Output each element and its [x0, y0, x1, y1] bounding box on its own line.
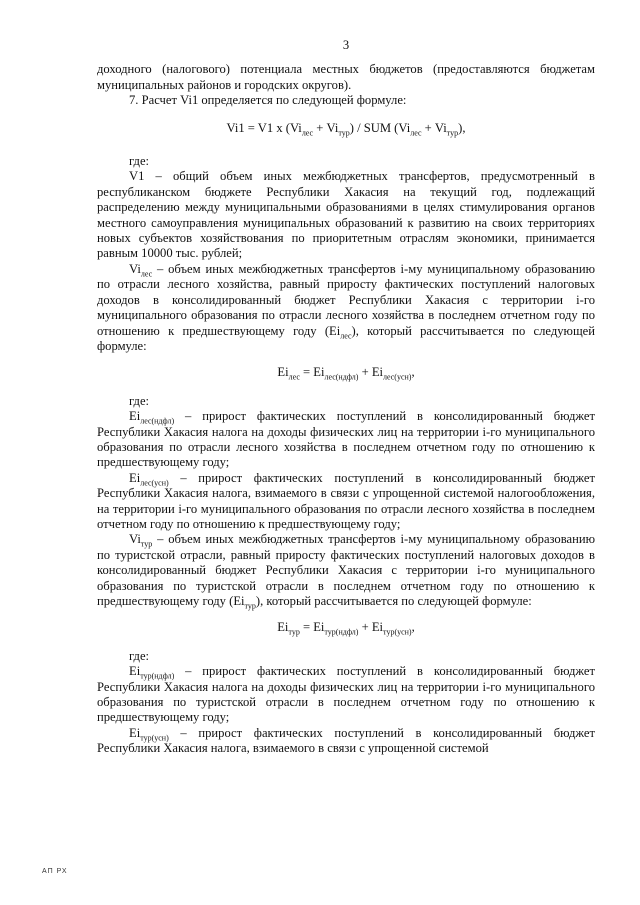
- page-content: [97, 38, 595, 757]
- formula-ei-tur: $Ei_{тур} = Ei_{тур(ндфл)} + Ei_{тур(усн)}$,: [277, 620, 415, 637]
- definition-ei-les-usn: $Ei_{лес(усн)}$ – прирост фактических поступлений в консолидированный бюджет Республики Хакасия налога, взимаемого в связи с упрощенной системой налогообложения, на территории i-го муниципального образования по отрасли лесного хозяйства в последнем отчетном году по отношению к предшествующему году;: [97, 470, 595, 531]
- definition-ei-tur-usn: $Ei_{тур(усн)}$ – прирост фактических поступлений в консолидированный бюджет Республики Хакасия налога, взимаемого в связи с упрощенной системой: [97, 725, 595, 756]
- footer-stamp: АП РХ: [42, 868, 68, 875]
- definition-ei-tur-ndfl: $Ei_{тур(ндфл)}$ – прирост фактических поступлений в консолидированный бюджет Республики Хакасия налога на доходы физических лиц на территории i-го муниципального образования по туристской отрасли в последнем отчетном году по отношению к предшествующему году;: [97, 664, 595, 725]
- page-number: 3: [342, 38, 350, 52]
- where-label: где:: [129, 393, 150, 408]
- item-7-heading: 7. Расчет Vi1 определяется по следующей формуле:: [129, 93, 407, 108]
- formula-vi1: Vi1 = V1 x $(Vi_{лес} + Vi_{тур})$ / SUM $(Vi_{лес} + Vi_{тур})$,: [226, 120, 466, 138]
- formula-ei-les: $Ei_{лес} = Ei_{лес(ндфл)} + Ei_{лес(усн)}$,: [277, 365, 415, 382]
- definition-vi-les: $Vi_{лес}$ – объем иных межбюджетных трансфертов i-му муниципальному образованию по отрасли лесного хозяйства, равный приросту фактических поступлений налоговых доходов в консолидированный бюджет Республики Хакасия с территории i-го муниципального образования по отрасли лесного хозяйства в последнем отчетном году по отношению к предшествующему году $(Ei_{лес})$, который рассчитывается по следующей формуле:: [97, 261, 595, 353]
- definition-ei-les-ndfl: $Ei_{лес(ндфл)}$ – прирост фактических поступлений в консолидированный бюджет Республики Хакасия налога на доходы физических лиц на территории i-го муниципального образования по отрасли лесного хозяйства в последнем отчетном году по отношению к предшествующему году;: [97, 409, 595, 470]
- where-label: где:: [129, 154, 150, 169]
- intro-paragraph: доходного (налогового) потенциала местных бюджетов (предоставляются бюджетам муниципальных районов и городских округов).: [97, 62, 595, 92]
- where-label: где:: [129, 648, 150, 663]
- definition-v1: V1 – общий объем иных межбюджетных трансфертов, предусмотренный в республиканском бюджете Республики Хакасия на текущий год, подлежащий распределению между муниципальными образованиями в целях стимулирования органов местного самоуправления муниципальных образований к развитию на своих территориях новых субъектов хозяйствования по приоритетным отраслям экономики, принимается равным 10000 тыс. рублей;: [97, 169, 595, 261]
- definition-vi-tur: $Vi_{тур}$ – объем иных межбюджетных трансфертов i-му муниципальному образованию по туристской отрасли, равный приросту фактических поступлений налоговых доходов в консолидированный бюджет Республики Хакасия с территории i-го муниципального образования по туристской отрасли в последнем отчетном году по отношению к предшествующему году $(Ei_{тур})$, который рассчитывается по следующей формуле:: [97, 532, 595, 611]
